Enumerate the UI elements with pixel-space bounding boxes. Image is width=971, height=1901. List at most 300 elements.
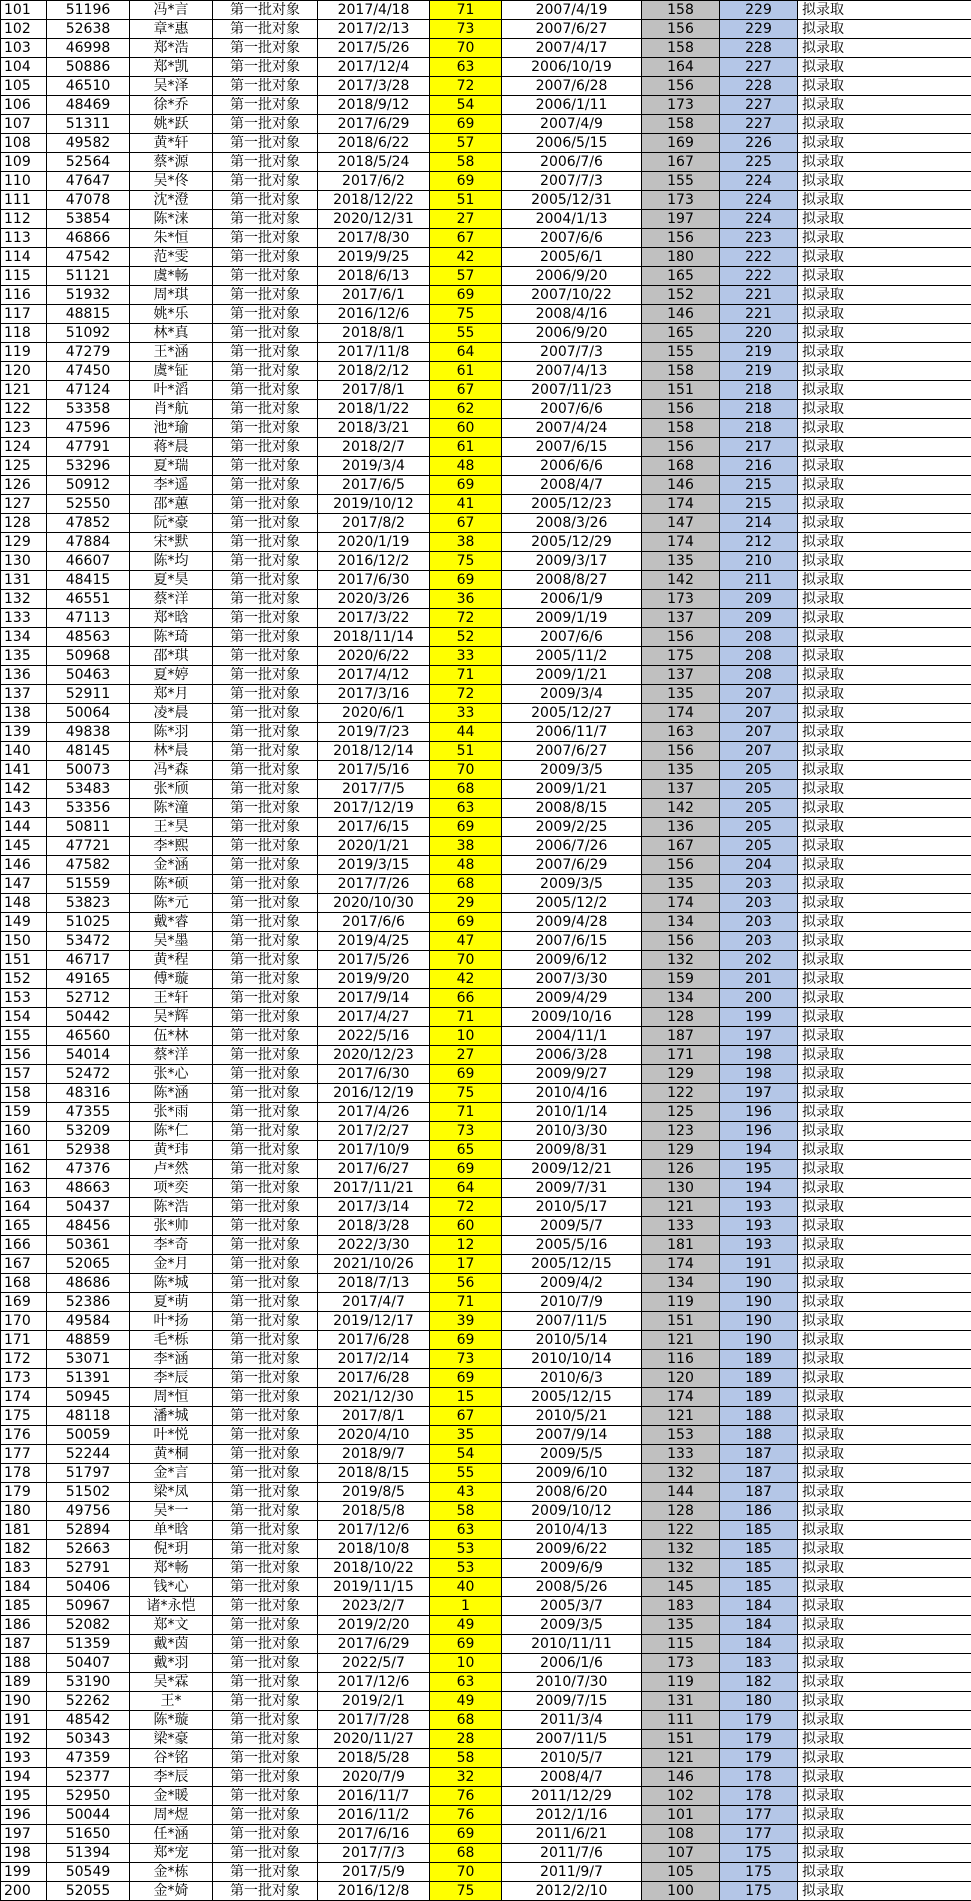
score-cell[interactable]: 53: [430, 1540, 502, 1559]
category-cell[interactable]: 第一批对象: [213, 305, 318, 324]
birth-date-cell[interactable]: 2005/5/16: [502, 1236, 642, 1255]
name-cell[interactable]: 陈*城: [130, 1274, 213, 1293]
score-cell[interactable]: 64: [430, 343, 502, 362]
status-cell[interactable]: 拟录取: [798, 609, 971, 628]
status-cell[interactable]: 拟录取: [798, 1882, 971, 1901]
category-cell[interactable]: 第一批对象: [213, 989, 318, 1008]
score-cell[interactable]: 69: [430, 913, 502, 932]
id-cell[interactable]: 52377: [47, 1768, 130, 1787]
grey-value-cell[interactable]: 100: [642, 1882, 720, 1901]
row-index-cell[interactable]: 103: [1, 39, 47, 58]
birth-date-cell[interactable]: 2008/3/26: [502, 514, 642, 533]
category-cell[interactable]: 第一批对象: [213, 1768, 318, 1787]
score-cell[interactable]: 58: [430, 153, 502, 172]
row-index-cell[interactable]: 193: [1, 1749, 47, 1768]
score-cell[interactable]: 60: [430, 419, 502, 438]
date-cell[interactable]: 2017/7/26: [318, 875, 430, 894]
grey-value-cell[interactable]: 122: [642, 1521, 720, 1540]
category-cell[interactable]: 第一批对象: [213, 1122, 318, 1141]
total-cell[interactable]: 214: [720, 514, 798, 533]
name-cell[interactable]: 戴*羽: [130, 1654, 213, 1673]
grey-value-cell[interactable]: 169: [642, 134, 720, 153]
score-cell[interactable]: 63: [430, 1521, 502, 1540]
status-cell[interactable]: 拟录取: [798, 989, 971, 1008]
category-cell[interactable]: 第一批对象: [213, 818, 318, 837]
status-cell[interactable]: 拟录取: [798, 115, 971, 134]
grey-value-cell[interactable]: 137: [642, 609, 720, 628]
date-cell[interactable]: 2019/10/12: [318, 495, 430, 514]
row-index-cell[interactable]: 190: [1, 1692, 47, 1711]
id-cell[interactable]: 52262: [47, 1692, 130, 1711]
id-cell[interactable]: 48815: [47, 305, 130, 324]
status-cell[interactable]: 拟录取: [798, 1730, 971, 1749]
category-cell[interactable]: 第一批对象: [213, 248, 318, 267]
date-cell[interactable]: 2019/2/1: [318, 1692, 430, 1711]
total-cell[interactable]: 221: [720, 305, 798, 324]
grey-value-cell[interactable]: 181: [642, 1236, 720, 1255]
name-cell[interactable]: 朱*恒: [130, 229, 213, 248]
birth-date-cell[interactable]: 2009/3/5: [502, 1616, 642, 1635]
birth-date-cell[interactable]: 2009/5/5: [502, 1445, 642, 1464]
grey-value-cell[interactable]: 121: [642, 1407, 720, 1426]
birth-date-cell[interactable]: 2007/4/19: [502, 1, 642, 20]
category-cell[interactable]: 第一批对象: [213, 647, 318, 666]
grey-value-cell[interactable]: 111: [642, 1711, 720, 1730]
total-cell[interactable]: 194: [720, 1179, 798, 1198]
grey-value-cell[interactable]: 165: [642, 324, 720, 343]
birth-date-cell[interactable]: 2010/10/14: [502, 1350, 642, 1369]
total-cell[interactable]: 202: [720, 951, 798, 970]
row-index-cell[interactable]: 101: [1, 1, 47, 20]
score-cell[interactable]: 58: [430, 1749, 502, 1768]
birth-date-cell[interactable]: 2006/11/7: [502, 723, 642, 742]
date-cell[interactable]: 2020/6/22: [318, 647, 430, 666]
grey-value-cell[interactable]: 123: [642, 1122, 720, 1141]
date-cell[interactable]: 2017/6/6: [318, 913, 430, 932]
total-cell[interactable]: 228: [720, 39, 798, 58]
id-cell[interactable]: 51311: [47, 115, 130, 134]
id-cell[interactable]: 48686: [47, 1274, 130, 1293]
id-cell[interactable]: 47852: [47, 514, 130, 533]
birth-date-cell[interactable]: 2007/7/3: [502, 343, 642, 362]
total-cell[interactable]: 229: [720, 20, 798, 39]
date-cell[interactable]: 2019/8/5: [318, 1483, 430, 1502]
total-cell[interactable]: 179: [720, 1730, 798, 1749]
date-cell[interactable]: 2017/12/4: [318, 58, 430, 77]
status-cell[interactable]: 拟录取: [798, 1844, 971, 1863]
date-cell[interactable]: 2017/5/26: [318, 39, 430, 58]
row-index-cell[interactable]: 171: [1, 1331, 47, 1350]
date-cell[interactable]: 2018/8/15: [318, 1464, 430, 1483]
name-cell[interactable]: 诸*永恺: [130, 1597, 213, 1616]
status-cell[interactable]: 拟录取: [798, 780, 971, 799]
score-cell[interactable]: 38: [430, 837, 502, 856]
grey-value-cell[interactable]: 132: [642, 1559, 720, 1578]
date-cell[interactable]: 2017/6/27: [318, 1160, 430, 1179]
row-index-cell[interactable]: 199: [1, 1863, 47, 1882]
row-index-cell[interactable]: 147: [1, 875, 47, 894]
score-cell[interactable]: 27: [430, 1046, 502, 1065]
name-cell[interactable]: 陈*元: [130, 894, 213, 913]
id-cell[interactable]: 52065: [47, 1255, 130, 1274]
grey-value-cell[interactable]: 102: [642, 1787, 720, 1806]
category-cell[interactable]: 第一批对象: [213, 951, 318, 970]
score-cell[interactable]: 38: [430, 533, 502, 552]
category-cell[interactable]: 第一批对象: [213, 153, 318, 172]
row-index-cell[interactable]: 143: [1, 799, 47, 818]
grey-value-cell[interactable]: 146: [642, 305, 720, 324]
score-cell[interactable]: 32: [430, 1768, 502, 1787]
birth-date-cell[interactable]: 2010/11/11: [502, 1635, 642, 1654]
status-cell[interactable]: 拟录取: [798, 20, 971, 39]
category-cell[interactable]: 第一批对象: [213, 381, 318, 400]
name-cell[interactable]: 梁*豪: [130, 1730, 213, 1749]
status-cell[interactable]: 拟录取: [798, 134, 971, 153]
score-cell[interactable]: 28: [430, 1730, 502, 1749]
date-cell[interactable]: 2017/11/8: [318, 343, 430, 362]
id-cell[interactable]: 53356: [47, 799, 130, 818]
score-cell[interactable]: 69: [430, 1369, 502, 1388]
birth-date-cell[interactable]: 2006/6/6: [502, 457, 642, 476]
row-index-cell[interactable]: 133: [1, 609, 47, 628]
category-cell[interactable]: 第一批对象: [213, 1331, 318, 1350]
birth-date-cell[interactable]: 2007/6/15: [502, 438, 642, 457]
status-cell[interactable]: 拟录取: [798, 1521, 971, 1540]
birth-date-cell[interactable]: 2009/5/7: [502, 1217, 642, 1236]
name-cell[interactable]: 徐*乔: [130, 96, 213, 115]
birth-date-cell[interactable]: 2006/1/9: [502, 590, 642, 609]
row-index-cell[interactable]: 160: [1, 1122, 47, 1141]
id-cell[interactable]: 48663: [47, 1179, 130, 1198]
grey-value-cell[interactable]: 167: [642, 153, 720, 172]
total-cell[interactable]: 220: [720, 324, 798, 343]
total-cell[interactable]: 226: [720, 134, 798, 153]
date-cell[interactable]: 2016/12/6: [318, 305, 430, 324]
name-cell[interactable]: 黄*玮: [130, 1141, 213, 1160]
birth-date-cell[interactable]: 2007/4/17: [502, 39, 642, 58]
birth-date-cell[interactable]: 2007/11/5: [502, 1312, 642, 1331]
status-cell[interactable]: 拟录取: [798, 1502, 971, 1521]
date-cell[interactable]: 2019/12/17: [318, 1312, 430, 1331]
date-cell[interactable]: 2017/4/27: [318, 1008, 430, 1027]
id-cell[interactable]: 48542: [47, 1711, 130, 1730]
grey-value-cell[interactable]: 173: [642, 1654, 720, 1673]
name-cell[interactable]: 张*颀: [130, 780, 213, 799]
row-index-cell[interactable]: 188: [1, 1654, 47, 1673]
category-cell[interactable]: 第一批对象: [213, 1692, 318, 1711]
row-index-cell[interactable]: 130: [1, 552, 47, 571]
total-cell[interactable]: 205: [720, 818, 798, 837]
id-cell[interactable]: 47078: [47, 191, 130, 210]
status-cell[interactable]: 拟录取: [798, 628, 971, 647]
name-cell[interactable]: 伍*林: [130, 1027, 213, 1046]
total-cell[interactable]: 184: [720, 1597, 798, 1616]
grey-value-cell[interactable]: 173: [642, 96, 720, 115]
birth-date-cell[interactable]: 2010/5/14: [502, 1331, 642, 1350]
grey-value-cell[interactable]: 116: [642, 1350, 720, 1369]
date-cell[interactable]: 2017/6/5: [318, 476, 430, 495]
score-cell[interactable]: 51: [430, 742, 502, 761]
total-cell[interactable]: 187: [720, 1483, 798, 1502]
birth-date-cell[interactable]: 2009/2/25: [502, 818, 642, 837]
row-index-cell[interactable]: 163: [1, 1179, 47, 1198]
status-cell[interactable]: 拟录取: [798, 1407, 971, 1426]
name-cell[interactable]: 王*轩: [130, 989, 213, 1008]
name-cell[interactable]: 蔡*源: [130, 153, 213, 172]
category-cell[interactable]: 第一批对象: [213, 495, 318, 514]
id-cell[interactable]: 50811: [47, 818, 130, 837]
category-cell[interactable]: 第一批对象: [213, 1046, 318, 1065]
date-cell[interactable]: 2022/3/30: [318, 1236, 430, 1255]
date-cell[interactable]: 2018/2/12: [318, 362, 430, 381]
status-cell[interactable]: 拟录取: [798, 191, 971, 210]
date-cell[interactable]: 2020/3/26: [318, 590, 430, 609]
name-cell[interactable]: 凌*晨: [130, 704, 213, 723]
status-cell[interactable]: 拟录取: [798, 1692, 971, 1711]
id-cell[interactable]: 52911: [47, 685, 130, 704]
status-cell[interactable]: 拟录取: [798, 1065, 971, 1084]
birth-date-cell[interactable]: 2009/3/4: [502, 685, 642, 704]
name-cell[interactable]: 陈*琦: [130, 628, 213, 647]
status-cell[interactable]: 拟录取: [798, 913, 971, 932]
total-cell[interactable]: 188: [720, 1407, 798, 1426]
name-cell[interactable]: 郑*浩: [130, 39, 213, 58]
grey-value-cell[interactable]: 153: [642, 1426, 720, 1445]
row-index-cell[interactable]: 169: [1, 1293, 47, 1312]
birth-date-cell[interactable]: 2007/4/9: [502, 115, 642, 134]
name-cell[interactable]: 黄*桐: [130, 1445, 213, 1464]
date-cell[interactable]: 2020/11/27: [318, 1730, 430, 1749]
status-cell[interactable]: 拟录取: [798, 894, 971, 913]
category-cell[interactable]: 第一批对象: [213, 1806, 318, 1825]
row-index-cell[interactable]: 177: [1, 1445, 47, 1464]
birth-date-cell[interactable]: 2005/12/15: [502, 1388, 642, 1407]
name-cell[interactable]: 周*琪: [130, 286, 213, 305]
score-cell[interactable]: 65: [430, 1141, 502, 1160]
status-cell[interactable]: 拟录取: [798, 1369, 971, 1388]
date-cell[interactable]: 2017/4/12: [318, 666, 430, 685]
row-index-cell[interactable]: 114: [1, 248, 47, 267]
name-cell[interactable]: 戴*睿: [130, 913, 213, 932]
category-cell[interactable]: 第一批对象: [213, 1141, 318, 1160]
id-cell[interactable]: 48145: [47, 742, 130, 761]
name-cell[interactable]: 陈*涞: [130, 210, 213, 229]
date-cell[interactable]: 2017/6/30: [318, 1065, 430, 1084]
status-cell[interactable]: 拟录取: [798, 1350, 971, 1369]
grey-value-cell[interactable]: 115: [642, 1635, 720, 1654]
total-cell[interactable]: 188: [720, 1426, 798, 1445]
grey-value-cell[interactable]: 156: [642, 628, 720, 647]
status-cell[interactable]: 拟录取: [798, 970, 971, 989]
id-cell[interactable]: 48859: [47, 1331, 130, 1350]
birth-date-cell[interactable]: 2008/8/27: [502, 571, 642, 590]
total-cell[interactable]: 203: [720, 875, 798, 894]
total-cell[interactable]: 191: [720, 1255, 798, 1274]
birth-date-cell[interactable]: 2006/10/19: [502, 58, 642, 77]
status-cell[interactable]: 拟录取: [798, 400, 971, 419]
score-cell[interactable]: 75: [430, 552, 502, 571]
score-cell[interactable]: 61: [430, 362, 502, 381]
date-cell[interactable]: 2020/12/23: [318, 1046, 430, 1065]
category-cell[interactable]: 第一批对象: [213, 1274, 318, 1293]
birth-date-cell[interactable]: 2007/11/23: [502, 381, 642, 400]
grey-value-cell[interactable]: 129: [642, 1141, 720, 1160]
name-cell[interactable]: 虞*畅: [130, 267, 213, 286]
row-index-cell[interactable]: 105: [1, 77, 47, 96]
date-cell[interactable]: 2016/11/7: [318, 1787, 430, 1806]
row-index-cell[interactable]: 106: [1, 96, 47, 115]
grey-value-cell[interactable]: 137: [642, 780, 720, 799]
name-cell[interactable]: 池*瑜: [130, 419, 213, 438]
id-cell[interactable]: 50463: [47, 666, 130, 685]
id-cell[interactable]: 53472: [47, 932, 130, 951]
category-cell[interactable]: 第一批对象: [213, 1540, 318, 1559]
score-cell[interactable]: 33: [430, 704, 502, 723]
birth-date-cell[interactable]: 2007/6/27: [502, 742, 642, 761]
birth-date-cell[interactable]: 2009/3/5: [502, 761, 642, 780]
date-cell[interactable]: 2017/7/28: [318, 1711, 430, 1730]
total-cell[interactable]: 190: [720, 1312, 798, 1331]
id-cell[interactable]: 50073: [47, 761, 130, 780]
status-cell[interactable]: 拟录取: [798, 1331, 971, 1350]
total-cell[interactable]: 203: [720, 894, 798, 913]
score-cell[interactable]: 49: [430, 1616, 502, 1635]
category-cell[interactable]: 第一批对象: [213, 1464, 318, 1483]
id-cell[interactable]: 48469: [47, 96, 130, 115]
id-cell[interactable]: 50361: [47, 1236, 130, 1255]
score-cell[interactable]: 67: [430, 229, 502, 248]
score-cell[interactable]: 63: [430, 799, 502, 818]
birth-date-cell[interactable]: 2009/7/31: [502, 1179, 642, 1198]
id-cell[interactable]: 49756: [47, 1502, 130, 1521]
row-index-cell[interactable]: 184: [1, 1578, 47, 1597]
name-cell[interactable]: 林*晨: [130, 742, 213, 761]
status-cell[interactable]: 拟录取: [798, 1236, 971, 1255]
total-cell[interactable]: 201: [720, 970, 798, 989]
id-cell[interactable]: 51196: [47, 1, 130, 20]
grey-value-cell[interactable]: 134: [642, 1274, 720, 1293]
category-cell[interactable]: 第一批对象: [213, 1521, 318, 1540]
birth-date-cell[interactable]: 2005/12/15: [502, 1255, 642, 1274]
date-cell[interactable]: 2017/8/1: [318, 381, 430, 400]
score-cell[interactable]: 69: [430, 286, 502, 305]
row-index-cell[interactable]: 158: [1, 1084, 47, 1103]
date-cell[interactable]: 2017/2/14: [318, 1350, 430, 1369]
birth-date-cell[interactable]: 2009/1/21: [502, 780, 642, 799]
id-cell[interactable]: 51650: [47, 1825, 130, 1844]
total-cell[interactable]: 186: [720, 1502, 798, 1521]
grey-value-cell[interactable]: 121: [642, 1749, 720, 1768]
category-cell[interactable]: 第一批对象: [213, 1084, 318, 1103]
date-cell[interactable]: 2018/3/28: [318, 1217, 430, 1236]
status-cell[interactable]: 拟录取: [798, 571, 971, 590]
row-index-cell[interactable]: 174: [1, 1388, 47, 1407]
score-cell[interactable]: 72: [430, 609, 502, 628]
row-index-cell[interactable]: 134: [1, 628, 47, 647]
status-cell[interactable]: 拟录取: [798, 1046, 971, 1065]
date-cell[interactable]: 2018/9/12: [318, 96, 430, 115]
status-cell[interactable]: 拟录取: [798, 305, 971, 324]
grey-value-cell[interactable]: 158: [642, 115, 720, 134]
name-cell[interactable]: 王*昊: [130, 818, 213, 837]
total-cell[interactable]: 190: [720, 1331, 798, 1350]
row-index-cell[interactable]: 182: [1, 1540, 47, 1559]
grey-value-cell[interactable]: 174: [642, 533, 720, 552]
category-cell[interactable]: 第一批对象: [213, 590, 318, 609]
birth-date-cell[interactable]: 2007/6/6: [502, 229, 642, 248]
name-cell[interactable]: 姚*跃: [130, 115, 213, 134]
date-cell[interactable]: 2019/3/15: [318, 856, 430, 875]
grey-value-cell[interactable]: 174: [642, 704, 720, 723]
grey-value-cell[interactable]: 174: [642, 1388, 720, 1407]
date-cell[interactable]: 2018/2/7: [318, 438, 430, 457]
total-cell[interactable]: 224: [720, 172, 798, 191]
row-index-cell[interactable]: 129: [1, 533, 47, 552]
total-cell[interactable]: 227: [720, 96, 798, 115]
name-cell[interactable]: 叶*滔: [130, 381, 213, 400]
name-cell[interactable]: 傅*璇: [130, 970, 213, 989]
name-cell[interactable]: 金*婍: [130, 1882, 213, 1901]
grey-value-cell[interactable]: 126: [642, 1160, 720, 1179]
date-cell[interactable]: 2018/11/14: [318, 628, 430, 647]
status-cell[interactable]: 拟录取: [798, 96, 971, 115]
id-cell[interactable]: 52894: [47, 1521, 130, 1540]
total-cell[interactable]: 189: [720, 1369, 798, 1388]
row-index-cell[interactable]: 156: [1, 1046, 47, 1065]
row-index-cell[interactable]: 161: [1, 1141, 47, 1160]
category-cell[interactable]: 第一批对象: [213, 343, 318, 362]
birth-date-cell[interactable]: 2009/10/12: [502, 1502, 642, 1521]
status-cell[interactable]: 拟录取: [798, 1179, 971, 1198]
id-cell[interactable]: 47450: [47, 362, 130, 381]
status-cell[interactable]: 拟录取: [798, 1578, 971, 1597]
birth-date-cell[interactable]: 2009/6/10: [502, 1464, 642, 1483]
total-cell[interactable]: 180: [720, 1692, 798, 1711]
category-cell[interactable]: 第一批对象: [213, 1863, 318, 1882]
date-cell[interactable]: 2017/12/6: [318, 1521, 430, 1540]
grey-value-cell[interactable]: 145: [642, 1578, 720, 1597]
row-index-cell[interactable]: 151: [1, 951, 47, 970]
date-cell[interactable]: 2016/12/2: [318, 552, 430, 571]
score-cell[interactable]: 57: [430, 267, 502, 286]
name-cell[interactable]: 李*熙: [130, 837, 213, 856]
status-cell[interactable]: 拟录取: [798, 1825, 971, 1844]
grey-value-cell[interactable]: 133: [642, 1445, 720, 1464]
birth-date-cell[interactable]: 2007/7/3: [502, 172, 642, 191]
id-cell[interactable]: 47376: [47, 1160, 130, 1179]
status-cell[interactable]: 拟录取: [798, 1, 971, 20]
score-cell[interactable]: 69: [430, 571, 502, 590]
total-cell[interactable]: 195: [720, 1160, 798, 1179]
birth-date-cell[interactable]: 2006/9/20: [502, 324, 642, 343]
date-cell[interactable]: 2018/8/1: [318, 324, 430, 343]
row-index-cell[interactable]: 116: [1, 286, 47, 305]
name-cell[interactable]: 李*辰: [130, 1369, 213, 1388]
date-cell[interactable]: 2019/2/20: [318, 1616, 430, 1635]
score-cell[interactable]: 71: [430, 666, 502, 685]
birth-date-cell[interactable]: 2009/12/21: [502, 1160, 642, 1179]
total-cell[interactable]: 199: [720, 1008, 798, 1027]
name-cell[interactable]: 叶*扬: [130, 1312, 213, 1331]
id-cell[interactable]: 49838: [47, 723, 130, 742]
id-cell[interactable]: 47582: [47, 856, 130, 875]
total-cell[interactable]: 179: [720, 1711, 798, 1730]
category-cell[interactable]: 第一批对象: [213, 1654, 318, 1673]
status-cell[interactable]: 拟录取: [798, 932, 971, 951]
birth-date-cell[interactable]: 2006/7/6: [502, 153, 642, 172]
date-cell[interactable]: 2017/2/27: [318, 1122, 430, 1141]
category-cell[interactable]: 第一批对象: [213, 1711, 318, 1730]
